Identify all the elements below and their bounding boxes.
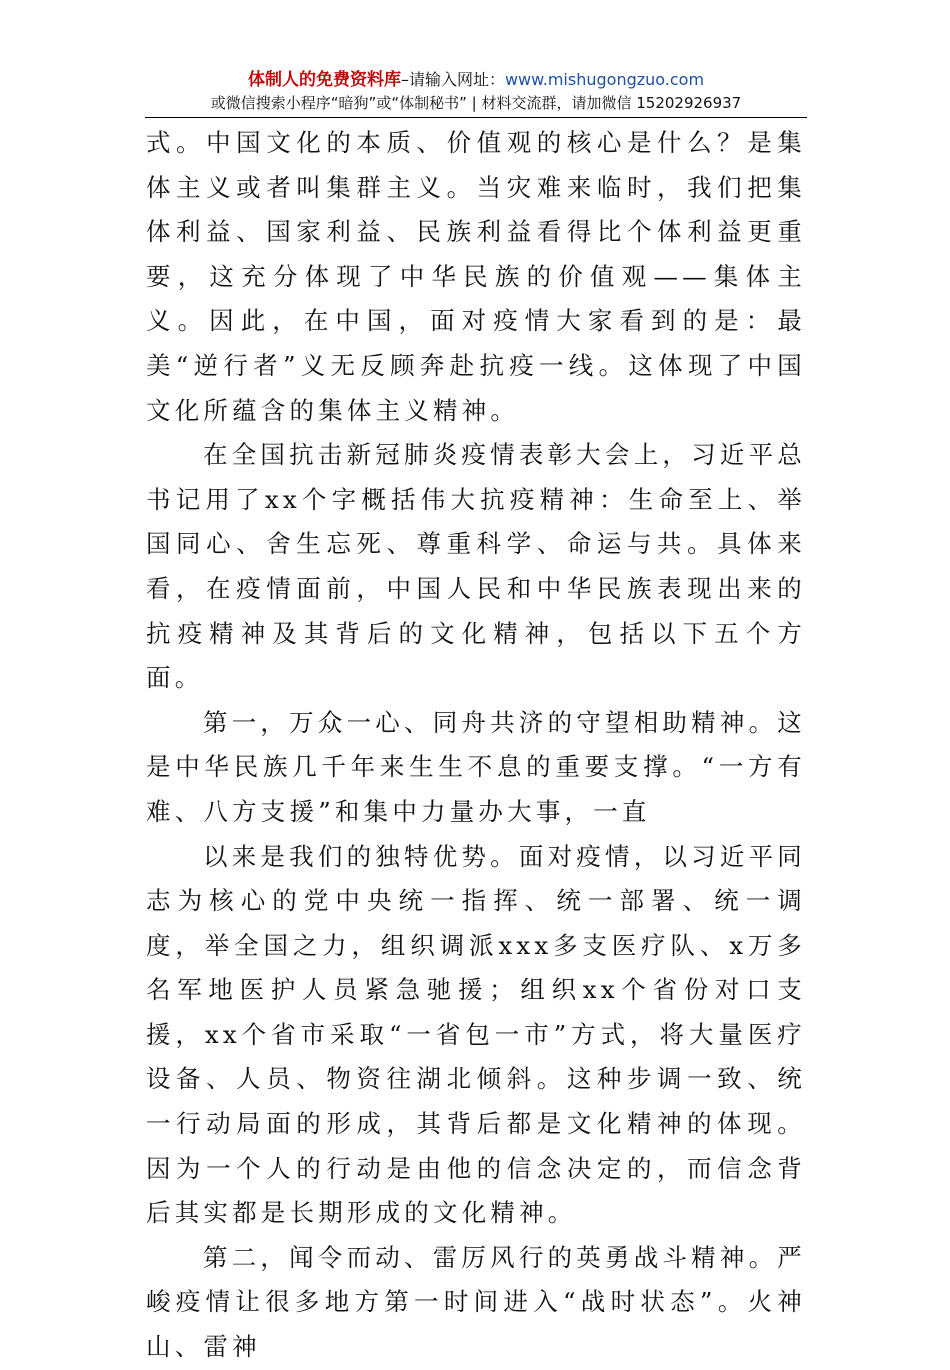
- body-text: [146, 121, 806, 1370]
- paragraph-4: 以来是我们的独特优势。面对疫情，以习近平同志为核心的党中央统一指挥、统一部署、统一调度，举全国之力，组织调派xxx多支医疗队、x万多名军地医护人员紧急驰援；组织xx个省份对口支援，xx个省市采取“一省包一市”方式，将大量医疗设备、人员、物资往湖北倾斜。这种步调一致、统一行动局面的形成，其背后都是文化精神的体现。因为一个人的行动是由他的信念决定的，而信念背后其实都是长期形成的文化精神。: [146, 841, 806, 1228]
- header-line-2: 或微信搜索小程序“暗狗”或“体制秘书” | 材料交流群，请加微信 15202926937: [210, 94, 742, 112]
- header-brand: 体制人的免费资料库: [247, 70, 401, 90]
- paragraph-2: 在全国抗击新冠肺炎疫情表彰大会上，习近平总书记用了xx个字概括伟大抗疫精神：生命至上、举国同心、舍生忘死、尊重科学、命运与共。具体来看，在疫情面前，中国人民和中华民族表现出来的抗疫精神及其背后的文化精神，包括以下五个方面。: [146, 440, 806, 693]
- header-line-1: [145, 68, 807, 92]
- paragraph-3: 第一，万众一心、同舟共济的守望相助精神。这是中华民族几千年来生生不息的重要支撑。“一方有难、八方支援”和集中力量办大事，一直: [146, 707, 806, 826]
- page-header: [145, 68, 807, 114]
- header-prompt: –请输入网址：: [400, 70, 505, 89]
- header-divider: [145, 117, 807, 118]
- paragraph-5: 第二，闻令而动、雷厉风行的英勇战斗精神。严峻疫情让很多地方第一时间进入“战时状态”。火神山、雷神: [146, 1242, 806, 1362]
- header-url-link[interactable]: www.mishugongzuo.com: [504, 70, 705, 89]
- paragraph-1: 式。中国文化的本质、价值观的核心是什么？是集体主义或者叫集群主义。当灾难来临时，我们把集体利益、国家利益、民族利益看得比个体利益更重要，这充分体现了中华民族的价值观——集体主义。因此，在中国，面对疫情大家看到的是：最美“逆行者”义无反顾奔赴抗疫一线。这体现了中国文化所蕴含的集体主义精神。: [146, 128, 806, 425]
